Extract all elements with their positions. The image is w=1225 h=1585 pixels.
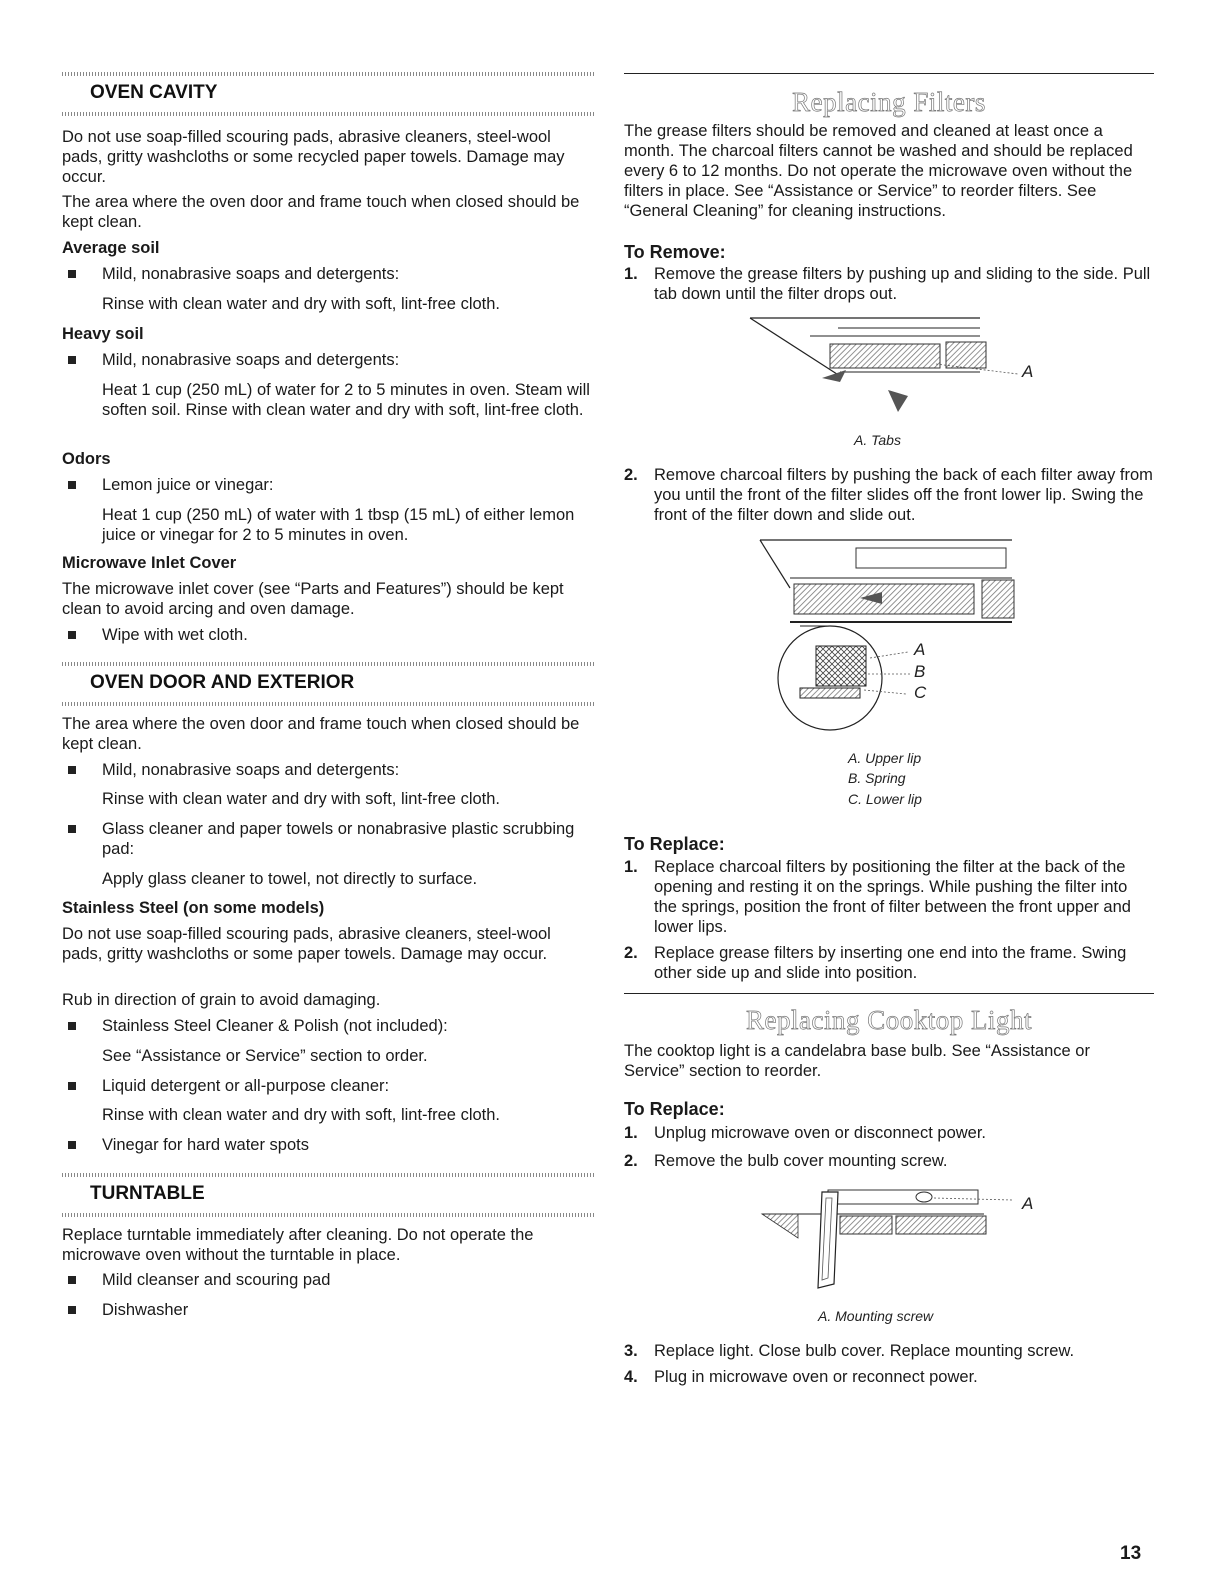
- step-item: [624, 1367, 1154, 1387]
- bullet-item: [62, 1016, 594, 1036]
- bullet-detail: Apply glass cleaner to towel, not directly to surface.: [102, 870, 478, 888]
- paragraph: Replace turntable immediately after cleaning. Do not operate the microwave oven without the turntable in place.: [62, 1226, 534, 1264]
- bullet-detail: Rinse with clean water and dry with soft, lint-free cloth.: [102, 295, 501, 313]
- section-rule: [62, 112, 594, 116]
- step-item: [624, 1151, 1154, 1171]
- section-rule: [62, 662, 594, 666]
- bullet-item: [62, 1300, 594, 1320]
- step-text: Remove the bulb cover mounting screw.: [654, 1152, 948, 1170]
- bullet-item: [62, 1270, 594, 1290]
- section-rule: [624, 73, 1154, 74]
- step-text: Remove charcoal filters by pushing the back of each filter away from you until the front of the filter slides off the front lower lip. Swing the front of the filter down and slide out.: [654, 466, 1153, 524]
- figure-callout: C: [914, 683, 927, 702]
- step-item: [624, 264, 1154, 304]
- figure-callout: A: [1022, 362, 1034, 381]
- step-text: Plug in microwave oven or reconnect power.: [654, 1368, 978, 1386]
- bullet-item: [62, 819, 594, 859]
- bullet-text: Glass cleaner and paper towels or nonabrasive plastic scrubbing pad:: [102, 820, 575, 858]
- figure-caption: A. Tabs: [854, 432, 901, 448]
- figure-callout: A: [914, 640, 926, 659]
- bullet-square-icon: [68, 631, 76, 639]
- step-text: Replace grease filters by inserting one end into the frame. Swing other side up and slide into position.: [654, 944, 1127, 982]
- bullet-item: [62, 625, 594, 645]
- step-number: 2.: [624, 466, 638, 484]
- step-item: [624, 1341, 1154, 1361]
- bullet-text: Dishwasher: [102, 1301, 189, 1319]
- section-title: OVEN CAVITY: [90, 82, 218, 103]
- bullet-square-icon: [68, 1082, 76, 1090]
- paragraph: Do not use soap-filled scouring pads, abrasive cleaners, steel-wool pads, gritty washcloths or some recycled paper towels. Damage may occur.: [62, 128, 565, 186]
- step-number: 1.: [624, 1124, 638, 1142]
- bullet-detail: Rinse with clean water and dry with soft, lint-free cloth.: [102, 790, 501, 808]
- section-rule: [62, 702, 594, 706]
- step-number: 2.: [624, 944, 638, 962]
- figure-callout: B: [914, 662, 926, 681]
- section-title: OVEN DOOR AND EXTERIOR: [90, 672, 355, 693]
- step-text: Replace charcoal filters by positioning the filter at the back of the opening and resting it on the springs. While pushing the filter into the springs, position the front of filter between the front upper and lower lips.: [654, 858, 1131, 936]
- step-number: 1.: [624, 265, 638, 283]
- bullet-text: Vinegar for hard water spots: [102, 1136, 309, 1154]
- page-number: 13: [1120, 1543, 1142, 1564]
- bullet-square-icon: [68, 270, 76, 278]
- grease-filter-illustration: [750, 314, 1050, 424]
- subheading: Odors: [62, 450, 111, 468]
- bullet-detail: Heat 1 cup (250 mL) of water for 2 to 5 minutes in oven. Steam will soften soil. Rinse with clean water and dry with soft, lint-free cloth.: [102, 381, 590, 419]
- bullet-square-icon: [68, 1306, 76, 1314]
- step-item: [624, 465, 1154, 525]
- section-rule: [62, 1213, 594, 1217]
- step-item: [624, 857, 1154, 937]
- bullet-item: [62, 475, 594, 495]
- bullet-item: [62, 1135, 594, 1155]
- bullet-item: [62, 1076, 594, 1096]
- step-text: Unplug microwave oven or disconnect power.: [654, 1124, 987, 1142]
- subheading: To Remove:: [624, 242, 726, 262]
- section-rule: [62, 72, 594, 76]
- section-rule: [624, 993, 1154, 994]
- subheading: Average soil: [62, 239, 160, 257]
- bullet-text: Mild, nonabrasive soaps and detergents:: [102, 351, 400, 369]
- subheading: Stainless Steel (on some models): [62, 899, 325, 917]
- figure-caption: B. Spring: [848, 770, 906, 786]
- subheading: To Replace:: [624, 1099, 725, 1119]
- bullet-square-icon: [68, 1276, 76, 1284]
- figure-caption: C. Lower lip: [848, 791, 922, 807]
- paragraph: Do not use soap-filled scouring pads, abrasive cleaners, steel-wool pads, gritty washcloths or some paper towels. Damage may occur.: [62, 925, 551, 963]
- bullet-detail: See “Assistance or Service” section to order.: [102, 1047, 428, 1065]
- charcoal-filter-illustration: [760, 538, 1020, 768]
- paragraph: The cooktop light is a candelabra base bulb. See “Assistance or Service” section to reorder.: [624, 1042, 1090, 1080]
- bullet-text: Mild cleanser and scouring pad: [102, 1271, 331, 1289]
- bullet-text: Mild, nonabrasive soaps and detergents:: [102, 761, 400, 779]
- figure-callout: A: [1022, 1194, 1034, 1213]
- paragraph: The microwave inlet cover (see “Parts and Features”) should be kept clean to avoid arcing and oven damage.: [62, 580, 564, 618]
- bullet-square-icon: [68, 1022, 76, 1030]
- step-number: 3.: [624, 1342, 638, 1360]
- bullet-item: [62, 760, 594, 780]
- subheading: Microwave Inlet Cover: [62, 554, 237, 572]
- figure-caption: A. Upper lip: [848, 750, 922, 766]
- bullet-square-icon: [68, 481, 76, 489]
- paragraph: The area where the oven door and frame touch when closed should be kept clean.: [62, 715, 580, 753]
- bullet-square-icon: [68, 356, 76, 364]
- bullet-item: [62, 264, 594, 284]
- step-text: Remove the grease filters by pushing up and sliding to the side. Pull tab down until the filter drops out.: [654, 265, 1151, 303]
- paragraph: Rub in direction of grain to avoid damaging.: [62, 991, 381, 1009]
- oven-cavity-header: [62, 72, 594, 116]
- section-rule: [62, 1173, 594, 1177]
- turntable-header: [62, 1173, 594, 1217]
- bullet-square-icon: [68, 825, 76, 833]
- bullet-item: [62, 350, 594, 370]
- section-title: Replacing Cooktop Light: [746, 1005, 1032, 1035]
- bullet-text: Stainless Steel Cleaner & Polish (not included):: [102, 1017, 448, 1035]
- step-item: [624, 943, 1154, 983]
- section-title: Replacing Filters: [792, 87, 986, 117]
- step-number: 2.: [624, 1152, 638, 1170]
- step-item: [624, 1123, 1154, 1143]
- bullet-detail: Rinse with clean water and dry with soft, lint-free cloth.: [102, 1106, 501, 1124]
- bullet-text: Lemon juice or vinegar:: [102, 476, 274, 494]
- subheading: To Replace:: [624, 834, 725, 854]
- bulb-cover-illustration: [762, 1188, 1022, 1303]
- bullet-square-icon: [68, 766, 76, 774]
- section-title: TURNTABLE: [90, 1183, 205, 1204]
- step-number: 4.: [624, 1368, 638, 1386]
- step-text: Replace light. Close bulb cover. Replace mounting screw.: [654, 1342, 1075, 1360]
- subheading: Heavy soil: [62, 325, 144, 343]
- oven-door-header: [62, 662, 594, 706]
- figure-caption: A. Mounting screw: [818, 1308, 934, 1324]
- bullet-text: Mild, nonabrasive soaps and detergents:: [102, 265, 400, 283]
- step-number: 1.: [624, 858, 638, 876]
- bullet-square-icon: [68, 1141, 76, 1149]
- bullet-text: Wipe with wet cloth.: [102, 626, 248, 644]
- paragraph: The area where the oven door and frame touch when closed should be kept clean.: [62, 193, 580, 231]
- paragraph: The grease filters should be removed and cleaned at least once a month. The charcoal filters cannot be washed and should be replaced every 6 to 12 months. Do not operate the microwave oven without the filters in place. See “Assistance or Service” to reorder filters. See “General Cleaning” for cleaning instructions.: [624, 122, 1133, 220]
- bullet-detail: Heat 1 cup (250 mL) of water with 1 tbsp (15 mL) of either lemon juice or vinegar for 2 to 5 minutes in oven.: [102, 506, 575, 544]
- bullet-text: Liquid detergent or all-purpose cleaner:: [102, 1077, 390, 1095]
